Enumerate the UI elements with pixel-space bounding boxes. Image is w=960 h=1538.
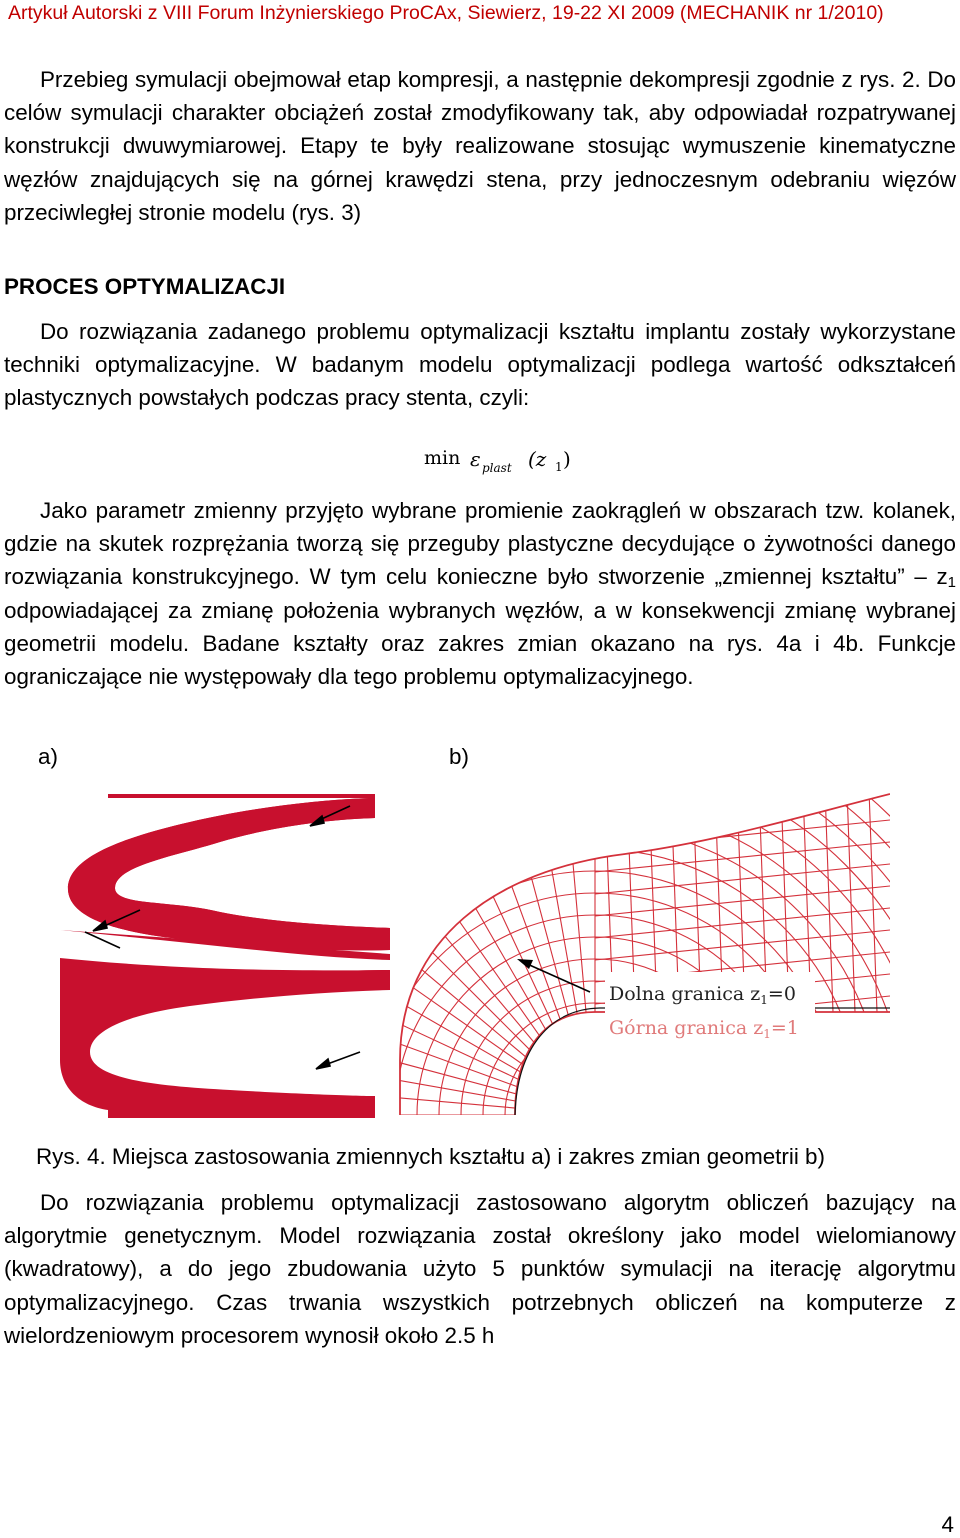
mesh-radial-line bbox=[395, 790, 555, 1046]
paragraph-shape-variable bbox=[4, 494, 956, 693]
formula-argument: (z bbox=[528, 447, 547, 471]
formula-subscript: plast bbox=[482, 461, 512, 475]
stent-lower-strut bbox=[60, 958, 390, 1118]
formula-argument-subscript: 1 bbox=[555, 460, 563, 474]
page-number: 4 bbox=[941, 1512, 954, 1537]
section-heading: PROCES OPTYMALIZACJI bbox=[4, 274, 286, 299]
paragraph-simulation-text: Przebieg symulacji obejmował etap kompresji, a następnie dekompresji zgodnie z rys. 2. Do celów symulacji charakter obciążeń został zmodyfikowany tak, aby odpowiadał rozpatrywanej konstrukcji dwuwymiarowej. Etapy te były realizowane stosując wymuszenie kinematyczne węzłów znajdujących się na górnej krawędzi stena, przy jednoczesnym odebraniu więzów przeciwległej stronie modelu (rys. 3) bbox=[4, 67, 956, 225]
mesh-radial-line bbox=[395, 938, 522, 1082]
legend-arrow-line bbox=[525, 963, 590, 992]
legend-arrow-head bbox=[517, 959, 533, 969]
mesh-radial-line bbox=[418, 790, 562, 1042]
figure-label-b: b) bbox=[449, 744, 469, 769]
paragraph-optimization bbox=[4, 315, 956, 415]
mesh-radial-lines bbox=[395, 790, 595, 1115]
paragraph-algorithm bbox=[4, 1186, 956, 1352]
formula-min: min bbox=[424, 447, 461, 469]
stent-upper-strut bbox=[68, 794, 390, 950]
mesh-radial-line bbox=[395, 790, 549, 1049]
mesh-radial-line bbox=[395, 1042, 516, 1101]
paragraph-algorithm-text: Do rozwiązania problemu optymalizacji zastosowano algorytm obliczeń bazujący na algorytmie genetycznym. Model rozwiązania został określony jako model wielomianowy (kwadratowy), a do jego zbudowania użyto 5 punktów symulacji na iterację algorytmu optymalizacyjnego. Czas trwania wszystkich potrzebnych obliczeń na komputerze z wielordzeniowym procesorem wynosił około 2.5 h bbox=[4, 1190, 956, 1348]
stent-strut-shape bbox=[60, 794, 390, 1118]
figure-b-mesh bbox=[395, 790, 890, 1120]
paragraph-simulation bbox=[4, 63, 956, 229]
lower-bound-label: Dolna granica $z_1=0$ bbox=[609, 983, 796, 1007]
mesh-grid bbox=[395, 790, 890, 1120]
mesh-radial-line bbox=[522, 790, 581, 1036]
shape-variable-subscript: 1 bbox=[947, 574, 956, 592]
figure-caption: Rys. 4. Miejsca zastosowania zmiennych kształtu a) i zakres zmian geometrii b) bbox=[36, 1144, 825, 1169]
formula-epsilon: ε bbox=[470, 447, 481, 471]
figure-a-stent bbox=[60, 790, 390, 1120]
mesh-radial-line bbox=[558, 790, 588, 1035]
running-header: Artykuł Autorski z VIII Forum Inżynierskiego ProCAx, Siewierz, 19-22 XI 2009 (MECHANIK nr 1/2010) bbox=[8, 2, 884, 24]
mesh-horizontal-line bbox=[595, 864, 890, 894]
paragraph-optimization-text: Do rozwiązania zadanego problemu optymalizacji kształtu implantu zostały wykorzystane techniki optymalizacyjne. W badanym modelu optymalizacji podlega wartość odkształceń plastycznych powstałych podczas pracy stenta, czyli: bbox=[4, 319, 956, 411]
arrow-head bbox=[316, 1059, 330, 1069]
arrow-head bbox=[93, 921, 107, 931]
paragraph-shape-variable-text-end: odpowiadającej za zmianę położenia wybranych węzłów, a w konsekwencji zmianę wybranej geometrii modelu. Badane kształty oraz zakres zmian okazano na rys. 4a i 4b. Funkcje ograniczające nie występowały dla tego problemu optymalizacyjnego. bbox=[4, 597, 956, 690]
mesh-radial-line bbox=[395, 793, 544, 1053]
upper-bound-label: Górna granica $z_1=1$ bbox=[609, 1017, 799, 1041]
mesh-horizontal-line bbox=[595, 886, 890, 916]
mesh-radial-line bbox=[395, 874, 529, 1069]
figure-label-a: a) bbox=[38, 744, 58, 769]
paragraph-shape-variable-text: Jako parametr zmienny przyjęto wybrane promienie zaokrągleń w obszarach tzw. kolanek, gdzie na skutek rozprężania tworzą się przeguby plastyczne decydujące o żywotności danego rozwiązania konstrukcyjnego. W tym celu konieczne było stworzenie „zmiennej kształtu” – z bbox=[4, 498, 956, 590]
mesh-radial-line bbox=[395, 845, 534, 1064]
objective-formula bbox=[420, 438, 580, 478]
formula-close-paren: ) bbox=[563, 447, 571, 471]
